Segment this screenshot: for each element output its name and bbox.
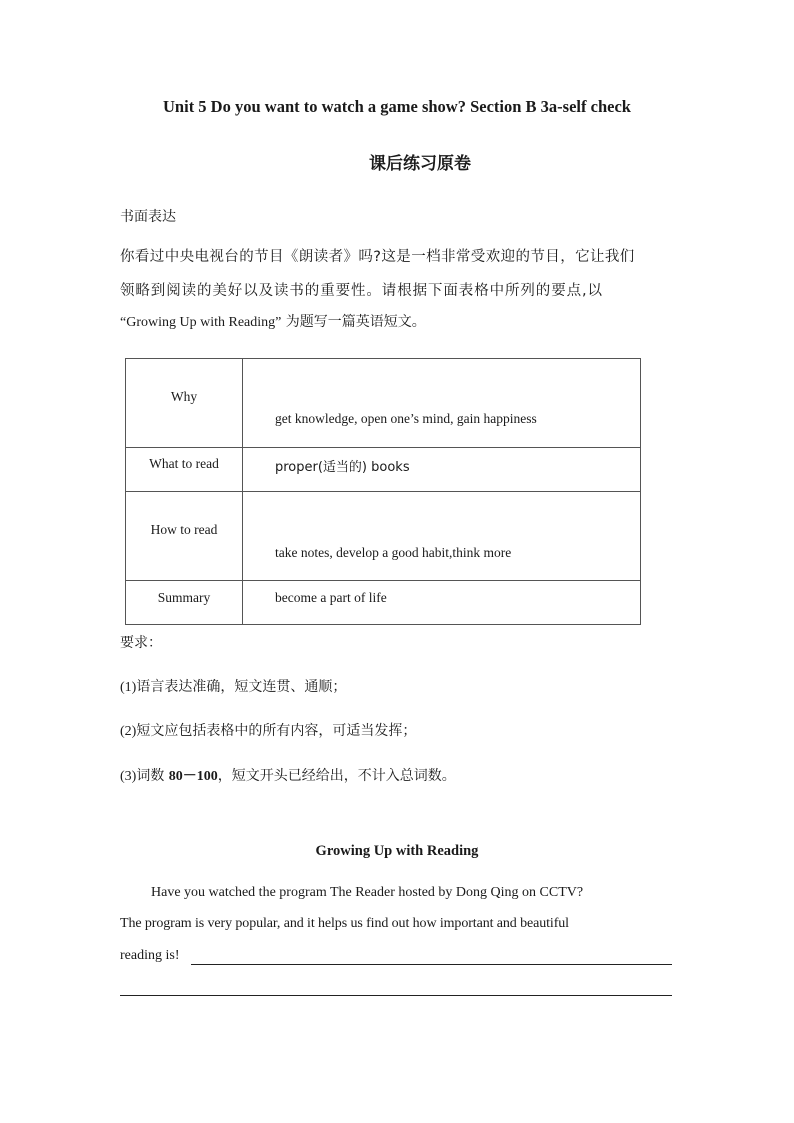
page-title: Unit 5 Do you want to watch a game show? Section B 3a-self check — [163, 97, 631, 116]
intro-line-1: 你看过中央电视台的节目《朗读者》吗?这是一档非常受欢迎的节目，它让我们 — [120, 249, 635, 265]
answer-line[interactable] — [120, 995, 672, 996]
requirement-number: (3) — [120, 769, 137, 784]
row-label: How to read — [150, 522, 218, 537]
requirement-number: (2) — [120, 724, 137, 739]
requirement-item-1 — [120, 676, 346, 696]
row-content: take notes, develop a good habit,think more — [275, 545, 512, 560]
table-row — [126, 359, 641, 448]
intro-essay-title: “Growing Up with Reading” — [120, 315, 282, 330]
row-content-cell — [243, 448, 641, 492]
row-label: Why — [170, 389, 198, 404]
row-label: Summary — [157, 590, 211, 605]
table-row — [126, 581, 641, 625]
requirement-text: 词数 — [136, 768, 169, 784]
essay-title: Growing Up with Reading — [315, 843, 479, 859]
table-row — [126, 492, 641, 581]
row-label-cell — [126, 448, 243, 492]
requirement-number: (1) — [120, 680, 137, 695]
answer-line[interactable] — [191, 964, 672, 965]
essay-line-1: Have you watched the program The Reader hosted by Dong Qing on CCTV? — [151, 885, 584, 900]
requirement-text: 语言表达准确，短文连贯、通顺； — [136, 679, 347, 695]
row-label-cell — [126, 581, 243, 625]
requirement-item-2 — [120, 720, 416, 740]
intro-line-3 — [120, 311, 426, 331]
row-label: What to read — [149, 456, 219, 471]
requirement-item-3 — [120, 765, 456, 785]
row-content: get knowledge, open one’s mind, gain happiness — [275, 411, 537, 426]
row-content-cell — [243, 581, 641, 625]
requirement-text: ，短文开头已经给出，不计入总词数。 — [217, 768, 456, 784]
requirements-heading: 要求： — [120, 635, 162, 651]
essay-line-3: reading is! — [120, 948, 180, 963]
word-count: 80－100 — [168, 769, 218, 784]
row-label-cell — [126, 492, 243, 581]
essay-line-2: The program is very popular, and it helps us find out how important and beautiful — [120, 916, 569, 931]
section-label: 书面表达 — [120, 209, 176, 225]
row-label-cell — [126, 359, 243, 448]
intro-line-2: 领略到阅读的美好以及读书的重要性。请根据下面表格中所列的要点,以 — [120, 283, 603, 299]
row-content-cell — [243, 492, 641, 581]
intro-instruction: 为题写一篇英语短文。 — [281, 314, 426, 330]
page-subtitle: 课后练习原卷 — [369, 154, 471, 174]
requirement-text: 短文应包括表格中的所有内容，可适当发挥； — [136, 723, 417, 739]
points-table — [125, 358, 641, 625]
row-content: become a part of life — [275, 590, 387, 605]
table-row — [126, 448, 641, 492]
row-content-cell — [243, 359, 641, 448]
row-content: proper(适当的) books — [275, 460, 410, 475]
